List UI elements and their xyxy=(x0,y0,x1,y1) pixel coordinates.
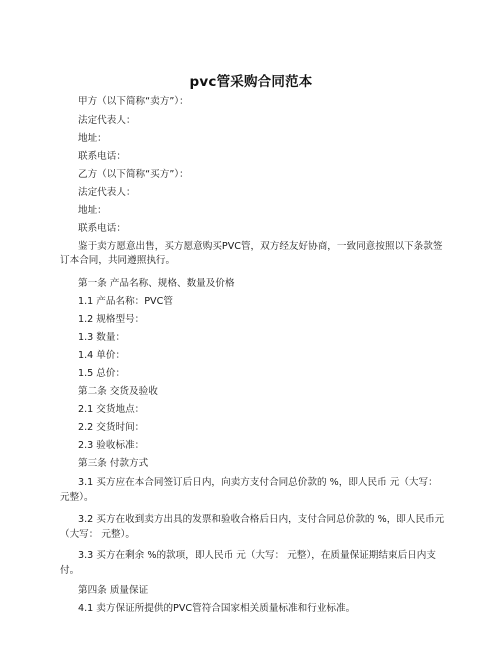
section-4-heading: 第四条 质量保证 xyxy=(78,585,149,596)
party-b-line: 乙方（以下简称“买方”）： xyxy=(78,169,189,180)
clause-1-4: 1.4 单价： xyxy=(78,350,126,361)
party-a-phone-line: 联系电话： xyxy=(78,151,126,162)
party-b-phone-line: 联系电话： xyxy=(78,223,126,234)
section-3-heading: 第三条 付款方式 xyxy=(78,458,149,469)
clause-2-2: 2.2 交货时间： xyxy=(78,422,145,433)
clause-3-1: 3.1 买方应在本合同签订后日内，向卖方支付合同总价款的 %，即人民币 元（大写： 元整）。 xyxy=(60,477,438,503)
party-b-rep-line: 法定代表人： xyxy=(78,187,136,198)
clause-1-2: 1.2 规格型号： xyxy=(78,314,145,325)
clause-1-3: 1.3 数量： xyxy=(78,332,126,343)
party-b-address-line: 地址： xyxy=(78,205,107,216)
party-a-rep-line: 法定代表人： xyxy=(78,115,136,126)
clause-4-1: 4.1 卖方保证所提供的PVC管符合国家相关质量标准和行业标准。 xyxy=(78,603,356,614)
intro-paragraph: 鉴于卖方愿意出售，买方愿意购买PVC管，双方经友好协商，一致同意按照以下条款签订本合同，共同遵照执行。 xyxy=(60,241,443,266)
clause-1-5: 1.5 总价： xyxy=(78,368,126,379)
clause-3-3: 3.3 买方在剩余 %的款项，即人民币 元（大写： 元整），在质量保证期结束后日内支付。 xyxy=(60,550,436,576)
party-a-address-line: 地址： xyxy=(78,133,107,144)
section-2-heading: 第二条 交货及验收 xyxy=(78,386,158,397)
party-a-line: 甲方（以下简称“卖方”）： xyxy=(78,96,189,107)
clause-2-1: 2.1 交货地点： xyxy=(78,404,145,415)
clause-2-3: 2.3 验收标准： xyxy=(78,440,145,451)
document-title: pvc管采购合同范本 xyxy=(189,74,313,90)
clause-3-2: 3.2 买方在收到卖方出具的发票和验收合格后日内，支付合同总价款的 %，即人民币元（大写： 元整）。 xyxy=(60,514,445,540)
clause-1-1: 1.1 产品名称：PVC管 xyxy=(78,296,173,307)
section-1-heading: 第一条 产品名称、规格、数量及价格 xyxy=(78,278,235,289)
